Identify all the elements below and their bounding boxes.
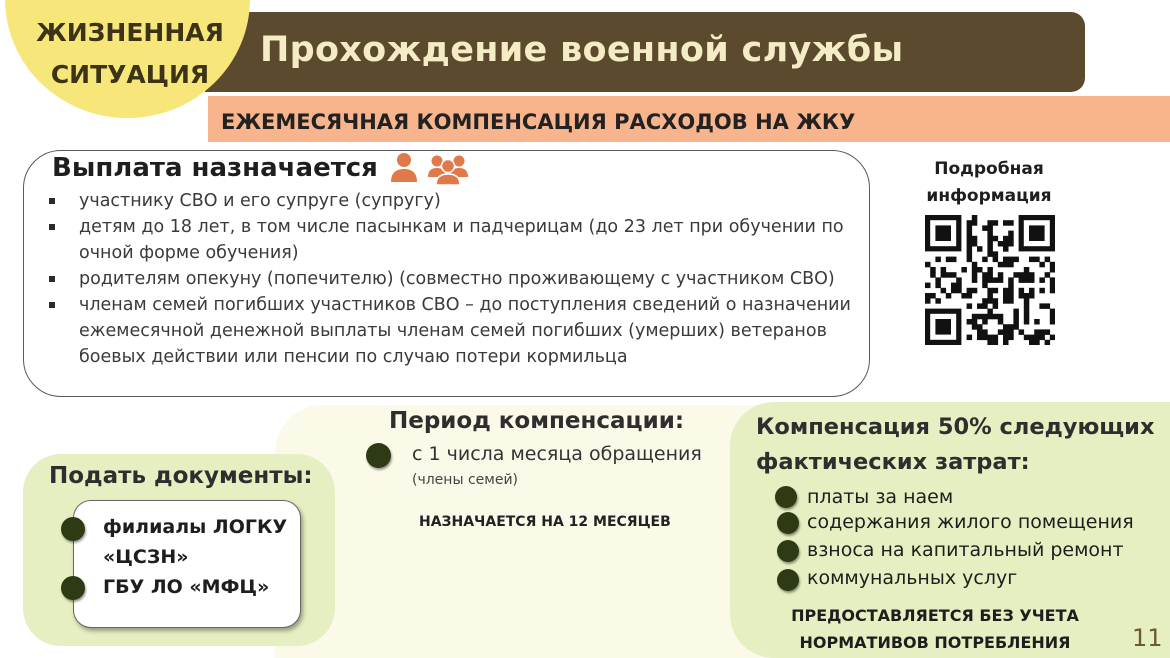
bullet-dot (775, 486, 797, 508)
payment-heading: Выплата назначается (52, 153, 378, 183)
qr-code[interactable] (925, 215, 1055, 345)
compensation-note: ПРЕДОСТАВЛЯЕТСЯ БЕЗ УЧЕТА НОРМАТИВОВ ПОТРЕБЛЕНИЯ (791, 606, 1079, 652)
bullet-dot (366, 443, 391, 468)
subtitle: ЕЖЕМЕСЯЧНАЯ КОМПЕНСАЦИЯ РАСХОДОВ НА ЖКУ (221, 110, 856, 134)
bullet-dot (777, 540, 799, 562)
compensation-item: содержания жилого помещения (807, 511, 1134, 533)
compensation-item: взноса на капитальный ремонт (807, 539, 1124, 561)
documents-heading: Подать документы: (49, 463, 313, 489)
qr-label-line-1: Подробная (934, 159, 1044, 179)
bullet-dot (61, 517, 85, 541)
page-title: Прохождение военной службы (260, 30, 904, 70)
period-note: (члены семей) (412, 472, 518, 488)
list-item: детям до 18 лет, в том числе пасынкам и падчерицам (до 23 лет при обучении по очной форме обучения) (47, 214, 872, 266)
badge-line-2: СИТУАЦИЯ (50, 60, 210, 89)
list-item: родителям опекуну (попечителю) (совместно проживающему с участником СВО) (47, 266, 872, 292)
situation-badge-text (16, 12, 244, 96)
period-duration: НАЗНАЧАЕТСЯ НА 12 МЕСЯЦЕВ (419, 514, 671, 530)
qr-label-line-2: информация (926, 186, 1052, 206)
compensation-item: платы за наем (807, 486, 954, 508)
payment-list (47, 188, 872, 370)
page-number: 11 (1132, 624, 1163, 652)
list-item: участнику СВО и его супруге (супругу) (47, 188, 872, 214)
badge-line-1: ЖИЗНЕННАЯ (36, 18, 224, 47)
compensation-heading: Компенсация 50% следующих фактических затрат: (756, 414, 1155, 475)
period-item: с 1 числа месяца обращения (412, 443, 702, 465)
documents-item-2: ГБУ ЛО «МФЦ» (103, 576, 270, 598)
list-item: членам семей погибших участников СВО – до поступления сведений о назначении ежемесячной денежной выплаты членам семей погибших (умерших) ветеранов боевых действии или пенсии по случаю потери кормильца (47, 292, 872, 370)
bullet-dot (777, 512, 799, 534)
qr-label (918, 156, 1060, 210)
documents-item-1: филиалы ЛОГКУ «ЦСЗН» (103, 516, 288, 568)
group-icon (427, 152, 469, 186)
bullet-dot (777, 569, 799, 591)
person-icon (389, 152, 419, 184)
period-heading: Период компенсации: (389, 408, 685, 434)
bullet-dot (61, 576, 85, 600)
compensation-item: коммунальных услуг (807, 567, 1018, 589)
